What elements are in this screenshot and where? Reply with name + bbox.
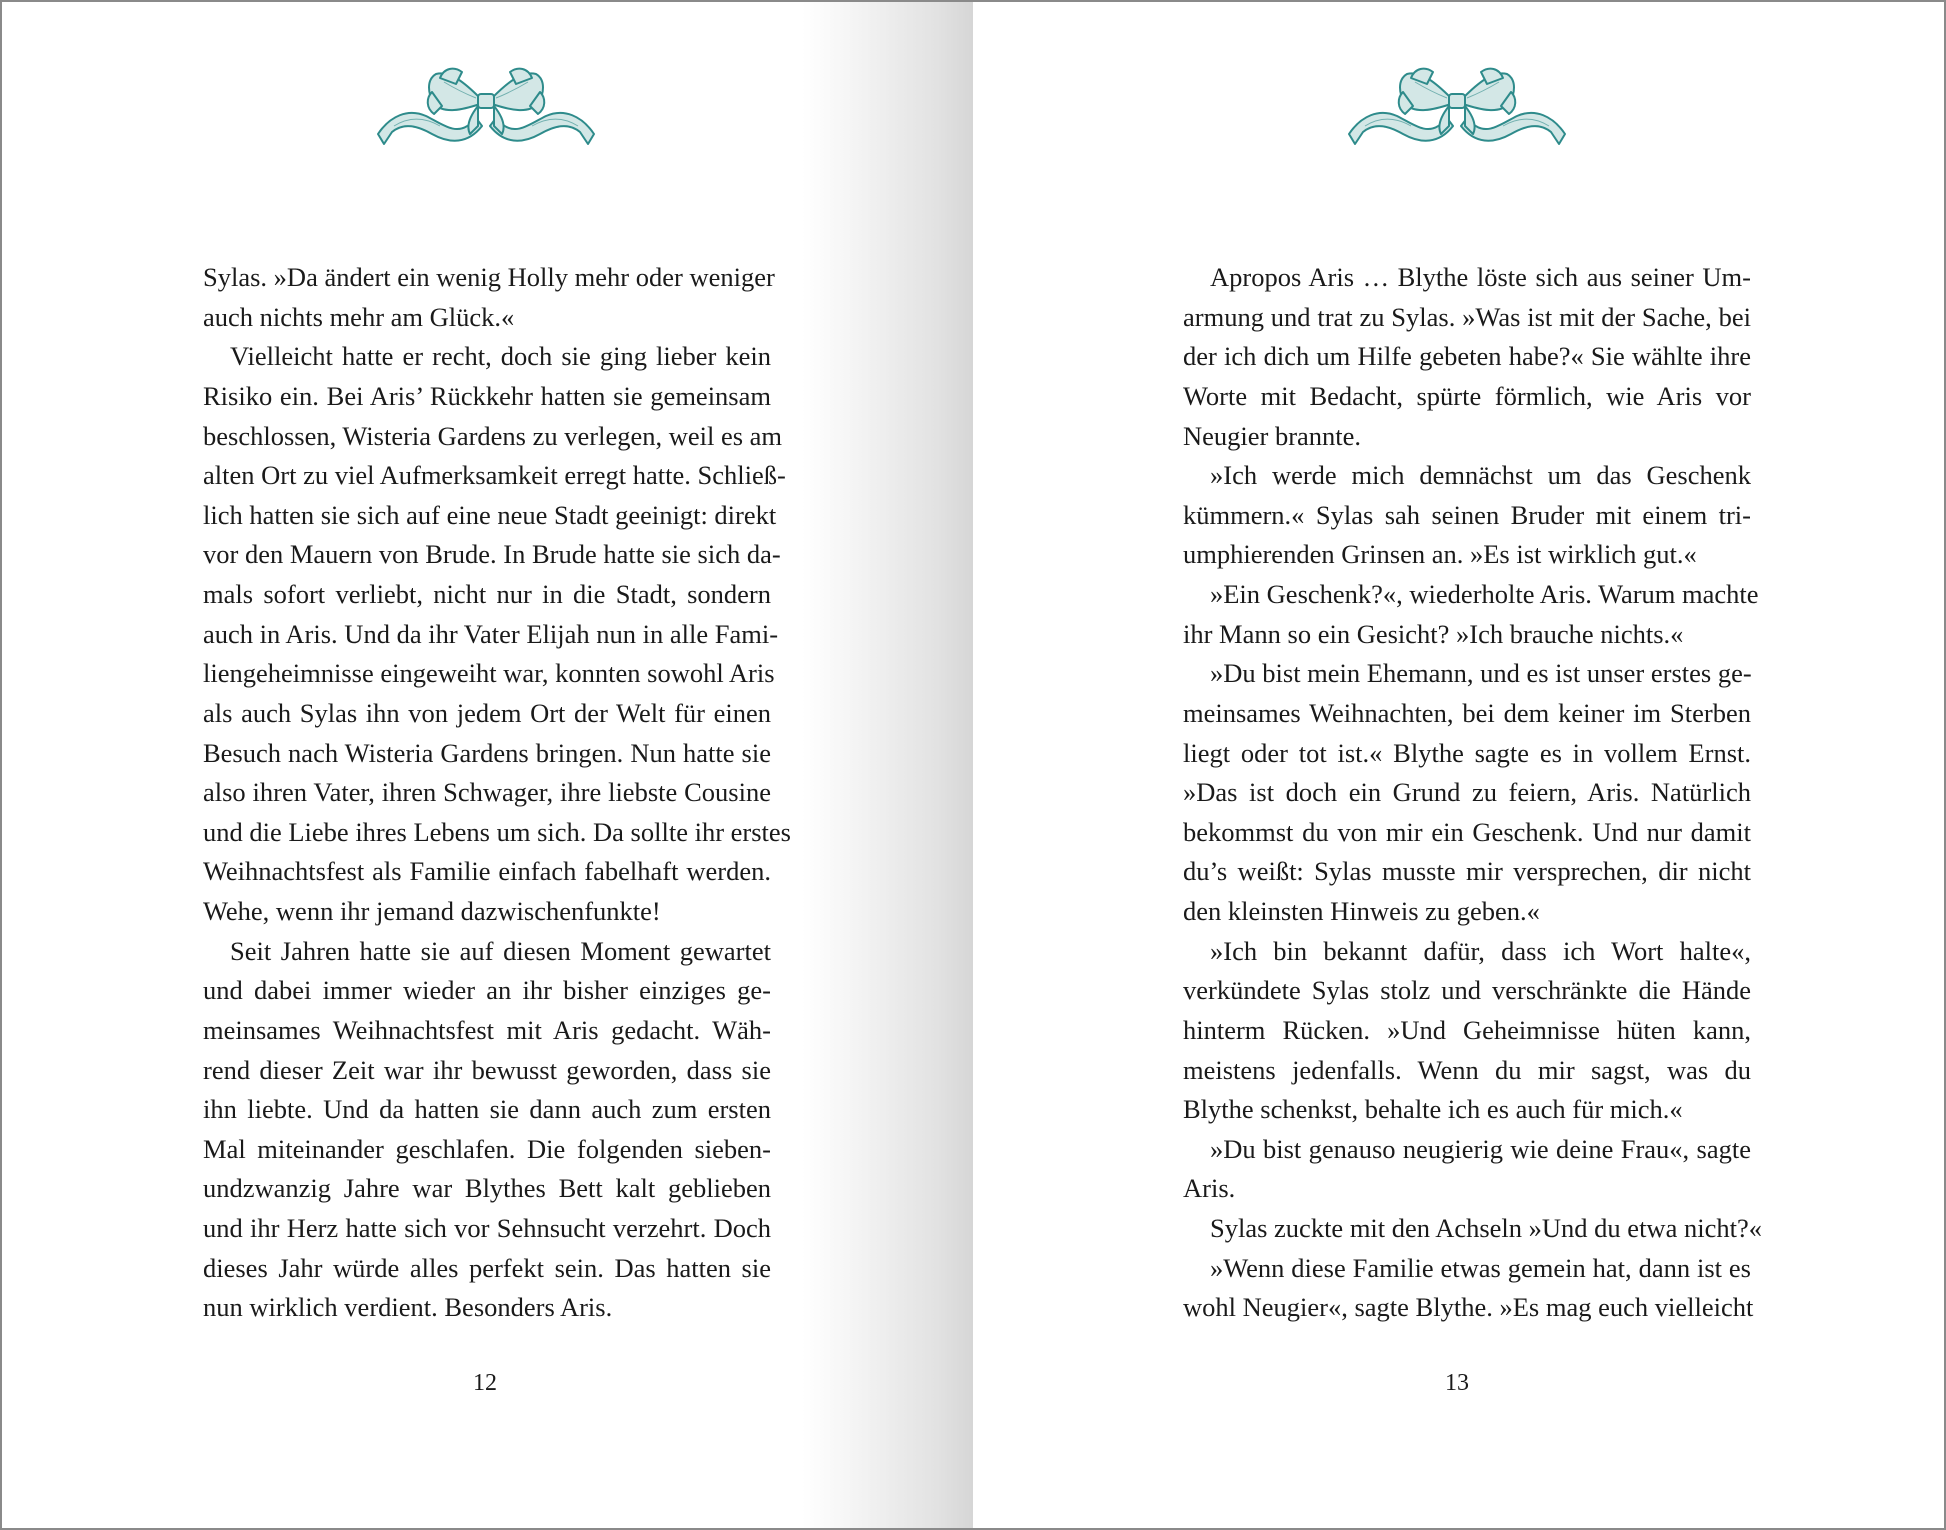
text-line: also ihren Vater, ihren Schwager, ihre liebste Cousine (203, 777, 771, 808)
text-line: als auch Sylas ihn von jedem Ort der Welt für einen (203, 697, 771, 728)
text-line: Mal miteinander geschlafen. Die folgenden sieben- (203, 1133, 771, 1164)
body-text (203, 258, 791, 1328)
text-line: auch in Aris. Und da ihr Vater Elijah nun in alle Fami- (203, 618, 779, 649)
text-line: »Du bist mein Ehemann, und es ist unser erstes ge- (1210, 658, 1752, 689)
text-line: Vielleicht hatte er recht, doch sie ging lieber kein (230, 341, 771, 372)
text-line: vor den Mauern von Brude. In Brude hatte sie sich da- (203, 539, 781, 570)
text-line: »Ich werde mich demnächst um das Geschenk (1210, 460, 1751, 491)
text-line: mals sofort verliebt, nicht nur in die Stadt, sondern (203, 579, 771, 609)
page-number: 12 (473, 1370, 497, 1396)
left-page (2, 2, 973, 1528)
text-line: nun wirklich verdient. Besonders Aris. (203, 1292, 613, 1323)
text-line: liegt oder tot ist.« Blythe sagte es in vollem Ernst. (1183, 737, 1751, 768)
text-line: »Das ist doch ein Grund zu feiern, Aris. Natürlich (1183, 777, 1751, 808)
text-line: ihr Mann so ein Gesicht? »Ich brauche nichts.« (1183, 618, 1684, 649)
text-line: Sylas zuckte mit den Achseln »Und du etwa nicht?« (1210, 1213, 1762, 1243)
text-line: und ihr Herz hatte sich vor Sehnsucht verzehrt. Doch (203, 1213, 771, 1243)
page-number: 13 (1445, 1370, 1469, 1396)
text-line: »Ich bin bekannt dafür, dass ich Wort halte«, (1210, 935, 1751, 966)
text-line: meinsames Weihnachtsfest mit Aris gedacht. Wäh- (203, 1014, 771, 1045)
text-line: Besuch nach Wisteria Gardens bringen. Nun hatte sie (203, 737, 771, 768)
text-line: »Du bist genauso neugierig wie deine Frau«, sagte (1210, 1133, 1751, 1164)
text-line: Sylas. »Da ändert ein wenig Holly mehr oder weniger (203, 262, 775, 292)
text-line: lich hatten sie sich auf eine neue Stadt geeinigt: direkt (203, 499, 777, 530)
text-line: Wehe, wenn ihr jemand dazwischenfunkte! (203, 896, 661, 926)
text-line: »Ein Geschenk?«, wiederholte Aris. Warum machte (1210, 579, 1759, 609)
text-line: Seit Jahren hatte sie auf diesen Moment gewartet (230, 935, 771, 966)
text-line: und dabei immer wieder an ihr bisher einziges ge- (203, 975, 771, 1006)
text-line: »Wenn diese Familie etwas gemein hat, dann ist es (1210, 1252, 1751, 1283)
text-line: du’s weißt: Sylas musste mir versprechen, dir nicht (1183, 856, 1751, 887)
text-line: Worte mit Bedacht, spürte förmlich, wie Aris vor (1183, 380, 1751, 411)
text-line: Risiko ein. Bei Aris’ Rückkehr hatten sie gemeinsam (203, 380, 771, 411)
text-line: beschlossen, Wisteria Gardens zu verlegen, weil es am (203, 420, 783, 451)
text-line: umphierenden Grinsen an. »Es ist wirklich gut.« (1183, 539, 1697, 570)
text-line: Neugier brannte. (1183, 420, 1362, 451)
text-line: dieses Jahr würde alles perfekt sein. Das hatten sie (203, 1252, 771, 1283)
text-line: verkündete Sylas stolz und verschränkte die Hände (1183, 975, 1751, 1006)
text-line: den kleinsten Hinweis zu geben.« (1183, 896, 1540, 926)
body-text (1183, 258, 1762, 1328)
text-line: bekommst du von mir ein Geschenk. Und nur damit (1183, 816, 1751, 847)
text-line: Blythe schenkst, behalte ich es auch für mich.« (1183, 1094, 1683, 1125)
text-line: armung und trat zu Sylas. »Was ist mit der Sache, bei (1183, 301, 1751, 332)
text-line: auch nichts mehr am Glück.« (203, 301, 515, 332)
text-line: Aris. (1183, 1173, 1236, 1204)
text-line: meinsames Weihnachten, bei dem keiner im Sterben (1183, 697, 1751, 728)
text-line: ihn liebte. Und da hatten sie dann auch zum ersten (203, 1094, 771, 1125)
text-line: kümmern.« Sylas sah seinen Bruder mit einem tri- (1183, 499, 1751, 530)
right-page (973, 2, 1944, 1528)
text-line: undzwanzig Jahre war Blythes Bett kalt geblieben (203, 1173, 771, 1204)
text-line: liengeheimnisse eingeweiht war, konnten sowohl Aris (203, 658, 775, 689)
ribbon-bow-icon (370, 60, 602, 156)
text-line: und die Liebe ihres Lebens um sich. Da sollte ihr erstes (203, 816, 791, 847)
text-line: rend dieser Zeit war ihr bewusst geworden, dass sie (203, 1054, 771, 1085)
text-line: meistens jedenfalls. Wenn du mir sagst, was du (1183, 1054, 1751, 1085)
text-line: wohl Neugier«, sagte Blythe. »Es mag euch vielleicht (1183, 1292, 1754, 1323)
text-line: Weihnachtsfest als Familie einfach fabelhaft werden. (203, 856, 771, 887)
text-line: hinterm Rücken. »Und Geheimnisse hüten kann, (1183, 1014, 1751, 1045)
text-line: der ich dich um Hilfe gebeten habe?« Sie wählte ihre (1183, 341, 1751, 372)
text-line: alten Ort zu viel Aufmerksamkeit erregt hatte. Schließ- (203, 460, 786, 491)
text-line: Apropos Aris … Blythe löste sich aus seiner Um- (1210, 262, 1751, 292)
ribbon-bow-icon (1341, 60, 1573, 156)
